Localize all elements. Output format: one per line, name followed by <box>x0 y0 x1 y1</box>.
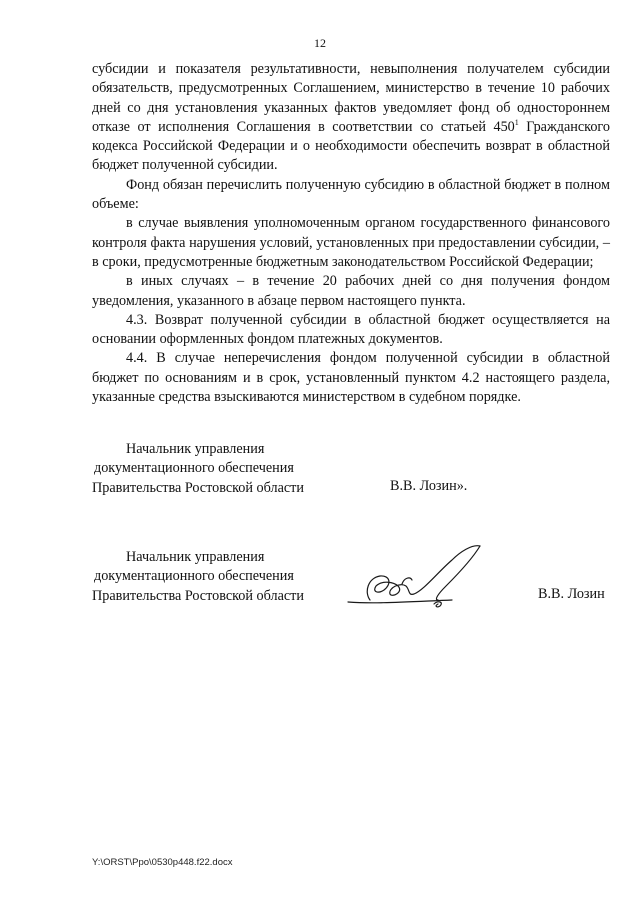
signer-title-line1: Начальник управления <box>126 441 265 457</box>
signature-block <box>92 548 304 606</box>
signature-block-quoted <box>92 440 304 498</box>
paragraph-subsidy-return: субсидии и показателя результативности, невыполнения получателем субсидии обязательств, предусмотренных Соглашением, министерство в течение 10 рабочих дней со дня установления указанных фактов уведомляет фонд об одностороннем отказе от исполнения Соглашения в соответствии со статьей $450^1$ Гражданского кодекса Российской Федерации и о необходимости обеспечить возврат в областной бюджет полученной субсидии. <box>92 61 610 174</box>
paragraph-fund-obligation: Фонд обязан перечислить полученную субсидию в областной бюджет в полном объеме: <box>92 176 610 213</box>
signer-title-line1: Начальник управления <box>126 549 265 565</box>
signer-title-line2: документационного обеспечения <box>94 568 294 585</box>
page-number: 12 <box>314 36 326 50</box>
signer-title-line2: документационного обеспечения <box>94 460 294 477</box>
paragraph-4-3: 4.3. Возврат полученной субсидии в областной бюджет осуществляется на основании оформленных фондом платежных документов. <box>92 311 610 348</box>
file-path-footer: Y:\ORST\Ppo\0530p448.f22.docx <box>92 857 233 868</box>
signer-title-line3: Правительства Ростовской области <box>92 587 304 604</box>
paragraph-control-violation: в случае выявления уполномоченным органом государственного финансового контроля факта нарушения условий, установленных при предоставлении субсидии, – в сроки, предусмотренные бюджетным законодательством Российской Федерации; <box>92 215 610 270</box>
superscript-marker: 1 <box>514 117 519 127</box>
handwritten-signature <box>334 542 494 612</box>
document-body <box>92 60 610 407</box>
signer-title-line3: Правительства Ростовской области <box>92 479 304 496</box>
paragraph-4-4: 4.4. В случае неперечисления фондом полученной субсидии в областной бюджет по основаниям и в срок, установленный пунктом 4.2 настоящего раздела, указанные средства взыскиваются министерством в судебном порядке. <box>92 350 610 406</box>
signer-name: В.В. Лозин <box>538 586 605 602</box>
paragraph-other-cases: в иных случаях – в течение 20 рабочих дней со дня получения фондом уведомления, указанного в абзаце первом настоящего пункта. <box>92 273 610 309</box>
signer-name-quoted: В.В. Лозин». <box>390 478 468 494</box>
